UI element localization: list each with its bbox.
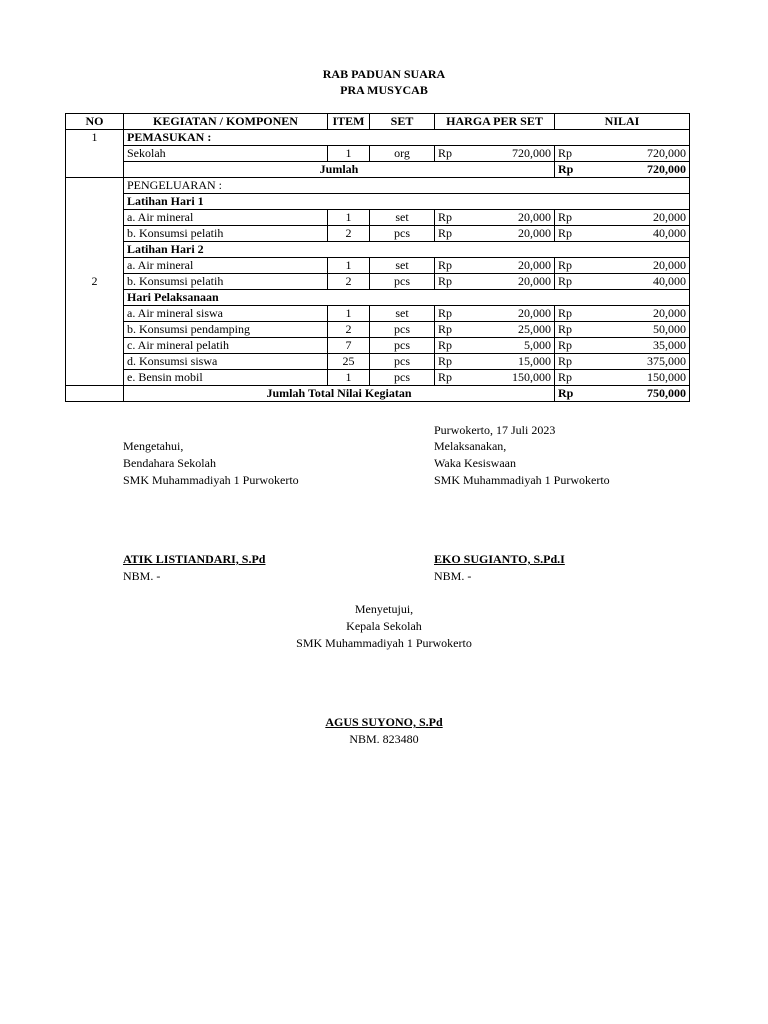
income-heading (66, 130, 690, 146)
income-total-label: Jumlah (124, 162, 555, 178)
right-signer-nbm: NBM. - (434, 569, 472, 583)
item-name: b. Konsumsi pelatih (124, 274, 328, 290)
nilai-currency: Rp (555, 258, 585, 274)
center-signer-name: AGUS SUYONO, S.Pd (325, 715, 443, 729)
harga-currency: Rp (435, 210, 465, 226)
item-name: Sekolah (124, 146, 328, 162)
expense-heading (66, 178, 690, 194)
nilai-value: 375,000 (585, 354, 690, 370)
item-unit: pcs (370, 226, 435, 242)
left-signer-name: ATIK LISTIANDARI, S.Pd (123, 552, 266, 566)
item-name: c. Air mineral pelatih (124, 338, 328, 354)
item-name: d. Konsumsi siswa (124, 354, 328, 370)
harga-value: 25,000 (465, 322, 555, 338)
item-unit: pcs (370, 370, 435, 386)
harga-value: 20,000 (465, 226, 555, 242)
grand-total-value: 750,000 (585, 386, 690, 402)
nilai-currency: Rp (555, 370, 585, 386)
nilai-value: 20,000 (585, 210, 690, 226)
group-heading (66, 194, 690, 210)
grand-total-currency: Rp (555, 386, 585, 402)
budget-table (65, 113, 690, 402)
left-signer-nbm: NBM. - (123, 569, 161, 583)
harga-currency: Rp (435, 274, 465, 290)
header-set: SET (370, 114, 435, 130)
item-qty: 1 (328, 146, 370, 162)
harga-value: 20,000 (465, 258, 555, 274)
harga-currency: Rp (435, 306, 465, 322)
right-line3: SMK Muhammadiyah 1 Purwokerto (434, 473, 610, 487)
group-heading-label: Hari Pelaksanaan (124, 290, 690, 306)
item-qty: 2 (328, 322, 370, 338)
nilai-currency: Rp (555, 210, 585, 226)
table-row (66, 306, 690, 322)
right-signer-name: EKO SUGIANTO, S.Pd.I (434, 552, 565, 566)
nilai-currency: Rp (555, 322, 585, 338)
item-qty: 2 (328, 274, 370, 290)
harga-currency: Rp (435, 370, 465, 386)
item-qty: 1 (328, 258, 370, 274)
expense-heading-label: PENGELUARAN : (124, 178, 690, 194)
harga-value: 15,000 (465, 354, 555, 370)
income-total-currency: Rp (555, 162, 585, 178)
item-unit: set (370, 210, 435, 226)
signature-center (0, 601, 768, 652)
item-unit: pcs (370, 274, 435, 290)
group-heading-label: Latihan Hari 2 (124, 242, 690, 258)
signature-center-name-block (0, 714, 768, 748)
item-qty: 1 (328, 210, 370, 226)
nilai-value: 50,000 (585, 322, 690, 338)
nilai-value: 40,000 (585, 226, 690, 242)
harga-currency: Rp (435, 258, 465, 274)
group-heading (66, 290, 690, 306)
harga-currency: Rp (435, 226, 465, 242)
item-unit: set (370, 258, 435, 274)
row-no-2: 2 (66, 178, 124, 386)
harga-value: 20,000 (465, 274, 555, 290)
income-heading-label: PEMASUKAN : (124, 130, 690, 146)
nilai-currency: Rp (555, 306, 585, 322)
item-name: b. Konsumsi pendamping (124, 322, 328, 338)
harga-value: 720,000 (465, 146, 555, 162)
item-unit: pcs (370, 322, 435, 338)
harga-currency: Rp (435, 146, 465, 162)
signature-right-name-block (434, 551, 565, 585)
document-title: RAB PADUAN SUARA (322, 67, 446, 81)
item-name: a. Air mineral (124, 258, 328, 274)
item-qty: 25 (328, 354, 370, 370)
signature-right (434, 438, 610, 489)
item-qty: 1 (328, 370, 370, 386)
header-item: ITEM (328, 114, 370, 130)
header-nilai: NILAI (555, 114, 690, 130)
harga-value: 20,000 (465, 210, 555, 226)
group-heading (66, 242, 690, 258)
signature-left (123, 438, 299, 489)
nilai-value: 720,000 (585, 146, 690, 162)
nilai-currency: Rp (555, 338, 585, 354)
left-line2: Bendahara Sekolah (123, 456, 216, 470)
income-total-row (66, 162, 690, 178)
item-name: b. Konsumsi pelatih (124, 226, 328, 242)
item-unit: pcs (370, 354, 435, 370)
header-harga: HARGA PER SET (435, 114, 555, 130)
center-line1: Menyetujui, (354, 602, 414, 616)
table-row (66, 146, 690, 162)
expense-total-row (66, 386, 690, 402)
center-line2: Kepala Sekolah (346, 619, 422, 633)
grand-total-label: Jumlah Total Nilai Kegiatan (124, 386, 555, 402)
nilai-currency: Rp (555, 146, 585, 162)
table-header-row (66, 114, 690, 130)
item-unit: set (370, 306, 435, 322)
header-no: NO (66, 114, 124, 130)
harga-value: 5,000 (465, 338, 555, 354)
nilai-currency: Rp (555, 354, 585, 370)
table-row (66, 274, 690, 290)
nilai-value: 20,000 (585, 306, 690, 322)
item-qty: 7 (328, 338, 370, 354)
document-subtitle: PRA MUSYCAB (340, 83, 428, 97)
left-line1: Mengetahui, (123, 439, 184, 453)
nilai-value: 20,000 (585, 258, 690, 274)
total-no-empty (66, 386, 124, 402)
group-heading-label: Latihan Hari 1 (124, 194, 690, 210)
item-qty: 2 (328, 226, 370, 242)
item-qty: 1 (328, 306, 370, 322)
item-name: e. Bensin mobil (124, 370, 328, 386)
table-row (66, 258, 690, 274)
row-no-1: 1 (66, 130, 124, 178)
left-line3: SMK Muhammadiyah 1 Purwokerto (123, 473, 299, 487)
item-unit: pcs (370, 338, 435, 354)
right-line1: Melaksanakan, (434, 439, 507, 453)
item-name: a. Air mineral (124, 210, 328, 226)
place-date: Purwokerto, 17 Juli 2023 (434, 423, 556, 437)
item-unit: org (370, 146, 435, 162)
table-row (66, 370, 690, 386)
harga-currency: Rp (435, 354, 465, 370)
harga-value: 20,000 (465, 306, 555, 322)
item-name: a. Air mineral siswa (124, 306, 328, 322)
center-signer-nbm: NBM. 823480 (349, 732, 419, 746)
nilai-value: 35,000 (585, 338, 690, 354)
table-row (66, 210, 690, 226)
center-line3: SMK Muhammadiyah 1 Purwokerto (296, 636, 472, 650)
table-row (66, 338, 690, 354)
harga-value: 150,000 (465, 370, 555, 386)
nilai-value: 40,000 (585, 274, 690, 290)
nilai-currency: Rp (555, 274, 585, 290)
signature-left-name-block (123, 551, 265, 585)
harga-currency: Rp (435, 338, 465, 354)
income-total-value: 720,000 (585, 162, 690, 178)
table-row (66, 322, 690, 338)
table-row (66, 226, 690, 242)
harga-currency: Rp (435, 322, 465, 338)
header-kegiatan: KEGIATAN / KOMPONEN (124, 114, 328, 130)
table-row (66, 354, 690, 370)
nilai-currency: Rp (555, 226, 585, 242)
right-line2: Waka Kesiswaan (434, 456, 517, 470)
nilai-value: 150,000 (585, 370, 690, 386)
